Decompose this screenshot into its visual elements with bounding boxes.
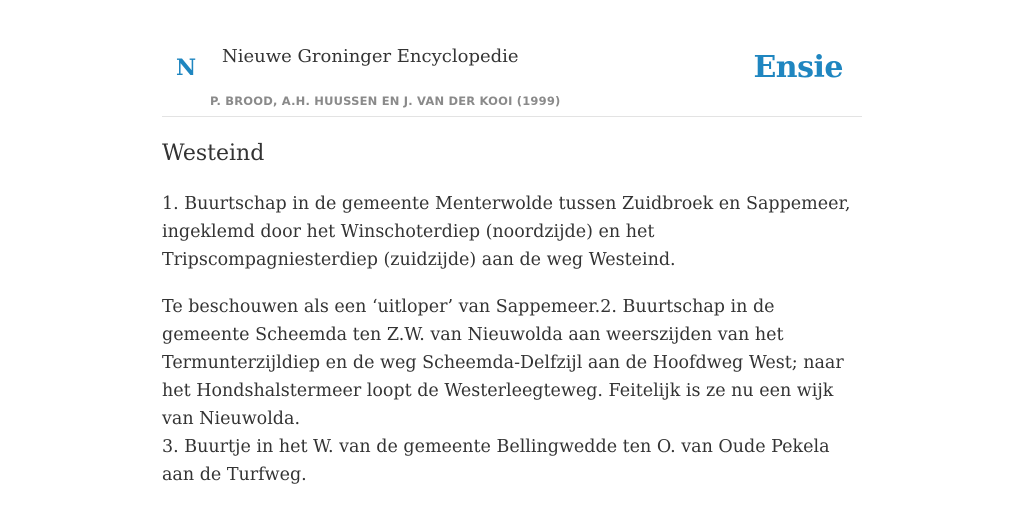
- book-title-link[interactable]: Nieuwe Groninger Encyclopedie: [222, 46, 519, 67]
- entry-paragraph-2: [162, 293, 862, 489]
- entry-content: [162, 138, 862, 508]
- book-header: [162, 0, 862, 117]
- entry-paragraph-1: 1. Buurtschap in de gemeente Menterwolde tussen Zuidbroek en Sappemeer, ingeklemd door het Winschoterdiep (noordzijde) en het Tripscompagniesterdiep (zuidzijde) aan de weg Westeind.: [162, 194, 851, 270]
- book-authors: P. BROOD, A.H. HUUSSEN EN J. VAN DER KOOI (1999): [210, 94, 561, 108]
- book-initial-link[interactable]: N: [176, 55, 197, 81]
- entry-paragraph-2-part-2: 3. Buurtje in het W. van de gemeente Bellingwedde ten O. van Oude Pekela aan de Turfweg.: [162, 437, 830, 485]
- entry-paragraph-2-part-1: Te beschouwen als een ‘uitloper’ van Sappemeer.2. Buurtschap in de gemeente Scheemda ten Z.W. van Nieuwolda aan weerszijden van het Termunterzijldiep en de weg Scheemda-Delfzijl aan de Hoofdweg West; naar het Hondshalstermeer loopt de Westerleegteweg. Feitelijk is ze nu een wijk van Nieuwolda.: [162, 297, 844, 429]
- entry-title: Westeind: [162, 141, 265, 166]
- ensie-logo-link[interactable]: Ensie: [753, 50, 843, 85]
- entry-body: [162, 190, 862, 489]
